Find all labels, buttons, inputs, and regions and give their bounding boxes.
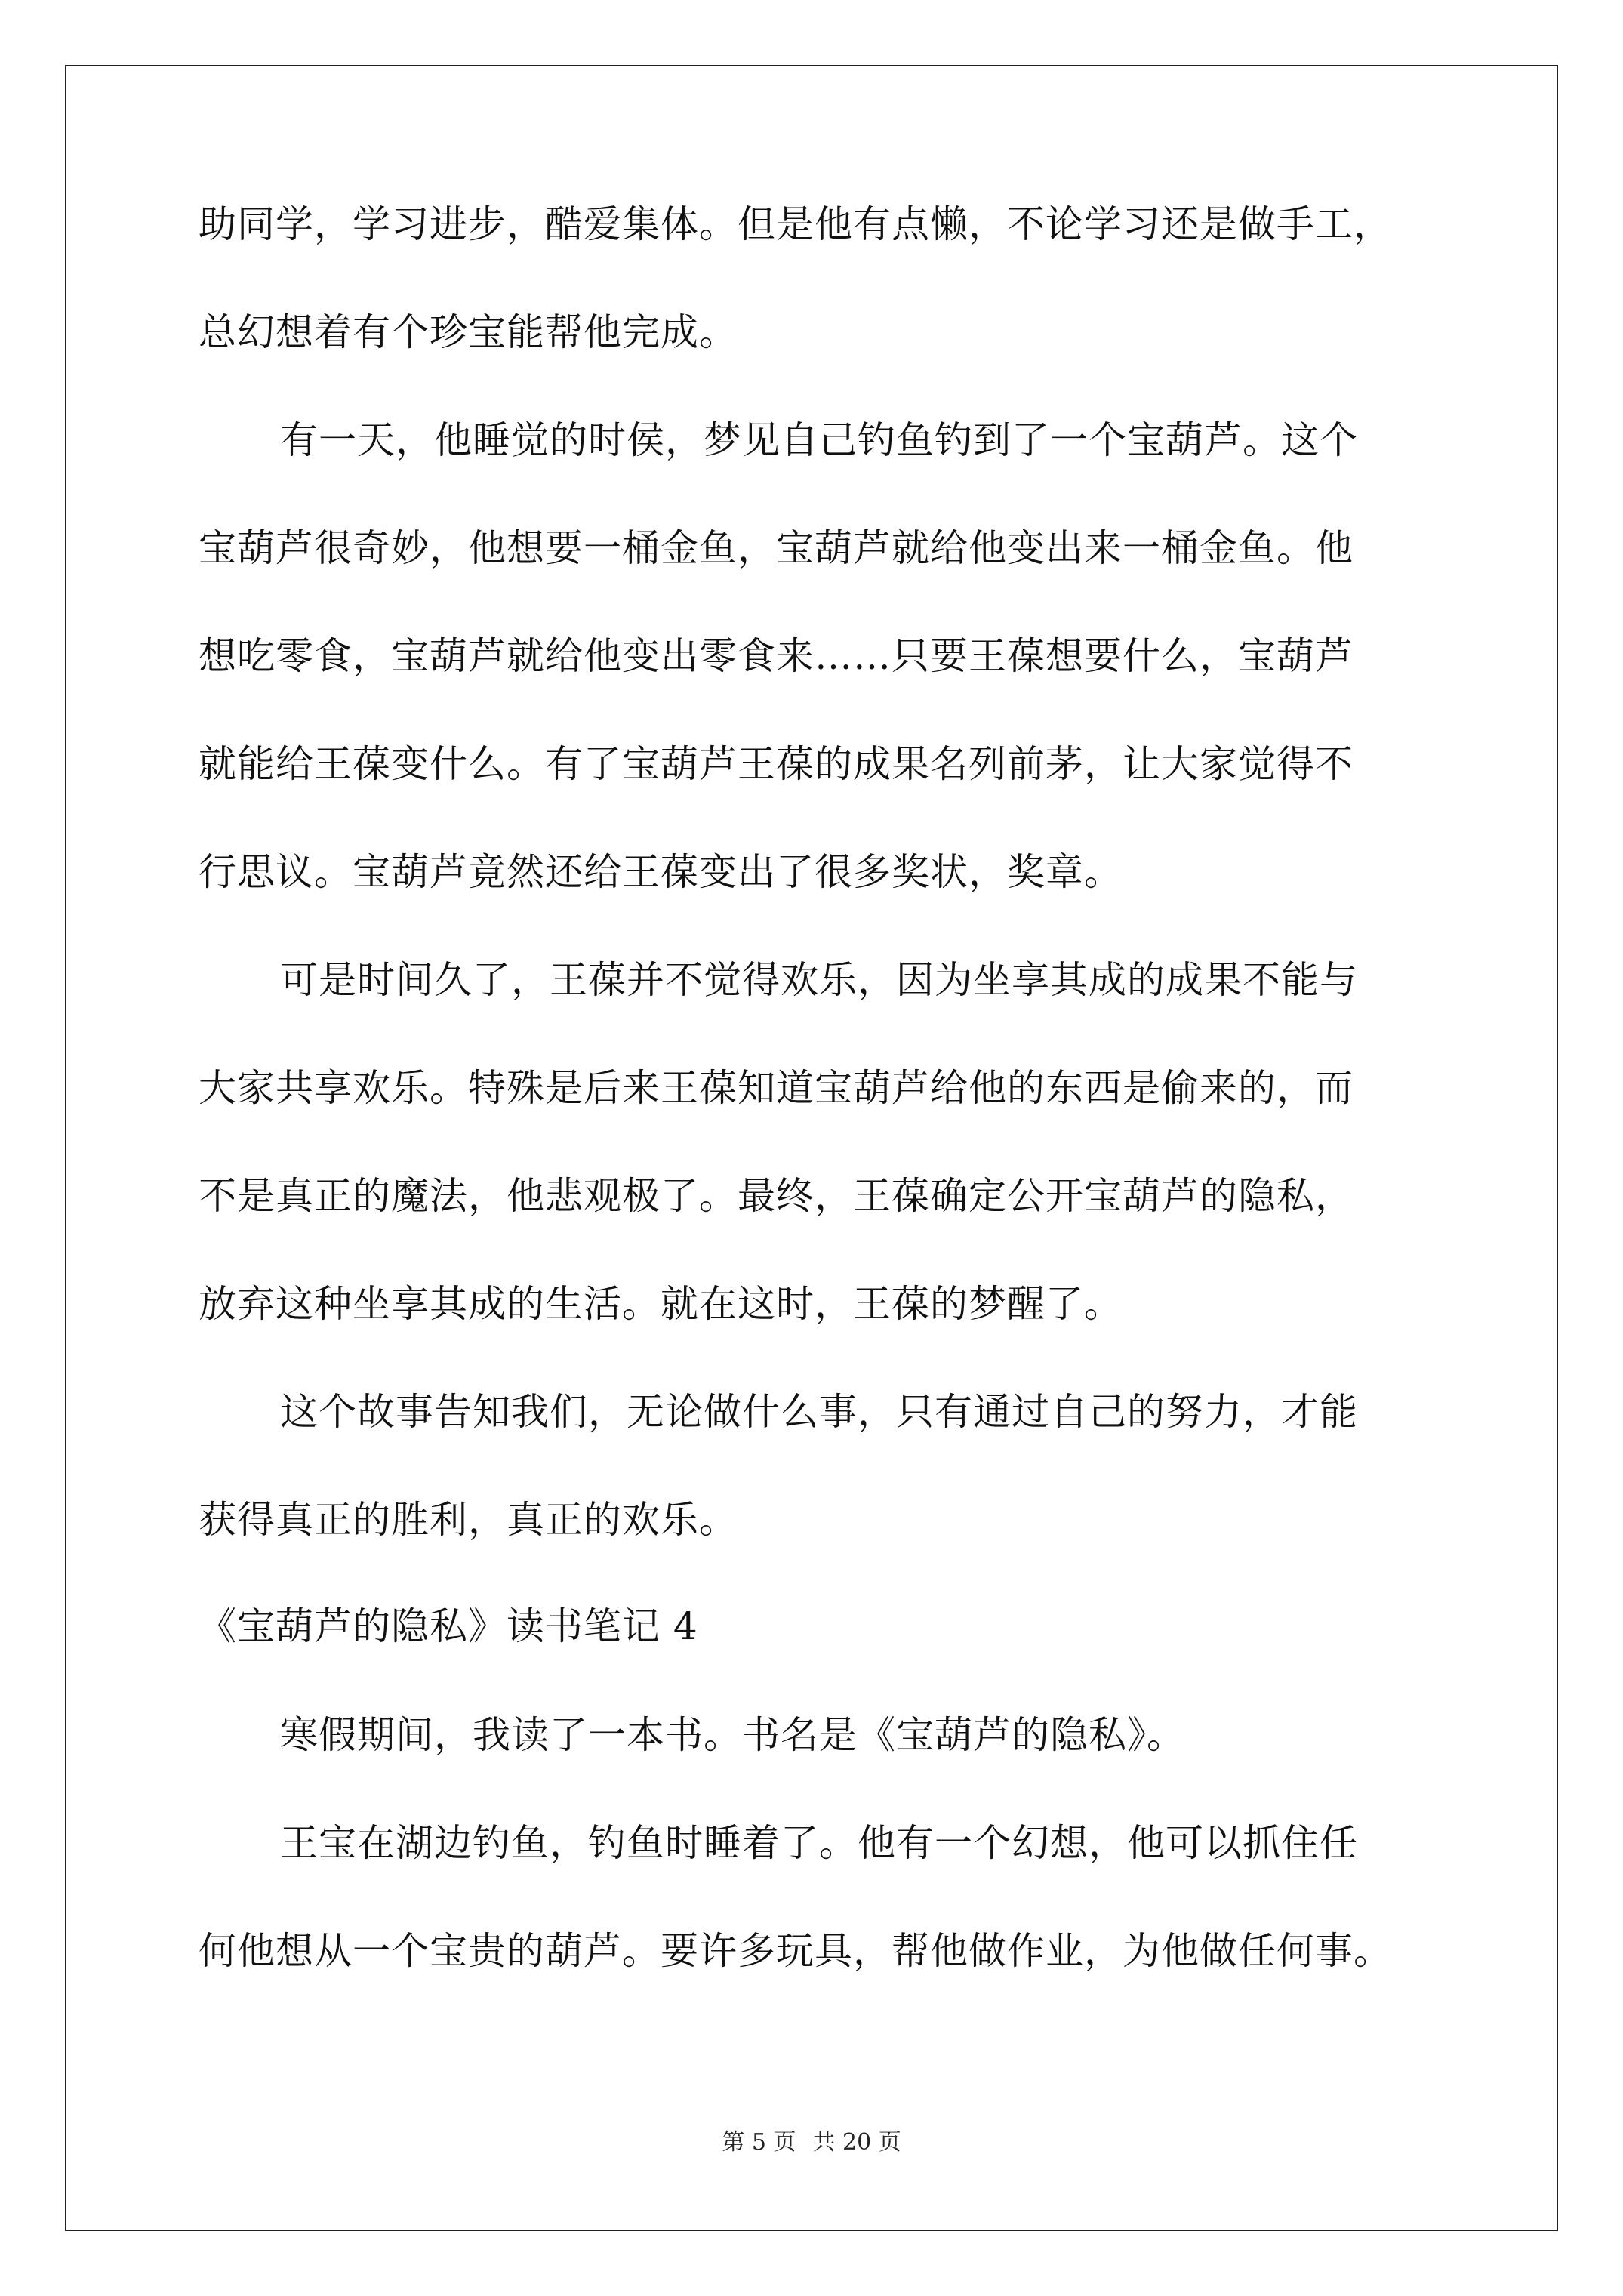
paragraph-line: 放弃这种坐享其成的生活。就在这时，王葆的梦醒了。 xyxy=(199,1282,1123,1326)
page-footer xyxy=(0,2128,1623,2158)
paragraph-line: 何他想从一个宝贵的葫芦。要许多玩具，帮他做作业，为他做任何事。 xyxy=(199,1929,1392,1973)
paragraph-line: 王宝在湖边钓鱼，钓鱼时睡着了。他有一个幻想，他可以抓住任 xyxy=(280,1821,1358,1865)
paragraph-line: 想吃零食，宝葫芦就给他变出零食来……只要王葆想要什么，宝葫芦 xyxy=(199,634,1354,678)
paragraph-line: 不是真正的魔法，他悲观极了。最终，王葆确定公开宝葫芦的隐私， xyxy=(199,1174,1354,1218)
paragraph-line: 获得真正的胜利，真正的欢乐。 xyxy=(199,1498,738,1542)
paragraph-line: 总幻想着有个珍宝能帮他完成。 xyxy=(199,310,738,354)
page-number: 第 5 页 xyxy=(722,2129,796,2156)
paragraph-line: 宝葫芦很奇妙，他想要一桶金鱼，宝葫芦就给他变出来一桶金鱼。他 xyxy=(199,526,1354,570)
paragraph-line: 行思议。宝葫芦竟然还给王葆变出了很多奖状，奖章。 xyxy=(199,850,1123,894)
page-border xyxy=(65,65,1558,2231)
paragraph-line: 寒假期间，我读了一本书。书名是《宝葫芦的隐私》。 xyxy=(280,1713,1185,1757)
paragraph-line: 可是时间久了，王葆并不觉得欢乐，因为坐享其成的成果不能与 xyxy=(280,958,1358,1002)
page-total: 共 20 页 xyxy=(812,2129,901,2156)
section-heading: 《宝葫芦的隐私》读书笔记 4 xyxy=(199,1604,698,1648)
paragraph-line: 这个故事告知我们，无论做什么事，只有通过自己的努力，才能 xyxy=(280,1390,1358,1434)
paragraph-line: 就能给王葆变什么。有了宝葫芦王葆的成果名列前茅，让大家觉得不 xyxy=(199,742,1354,786)
paragraph-line: 大家共享欢乐。特殊是后来王葆知道宝葫芦给他的东西是偷来的，而 xyxy=(199,1066,1354,1110)
paragraph-line: 有一天，他睡觉的时侯，梦见自己钓鱼钓到了一个宝葫芦。这个 xyxy=(280,418,1358,462)
paragraph-line: 助同学，学习进步，酷爱集体。但是他有点懒，不论学习还是做手工， xyxy=(199,202,1392,246)
